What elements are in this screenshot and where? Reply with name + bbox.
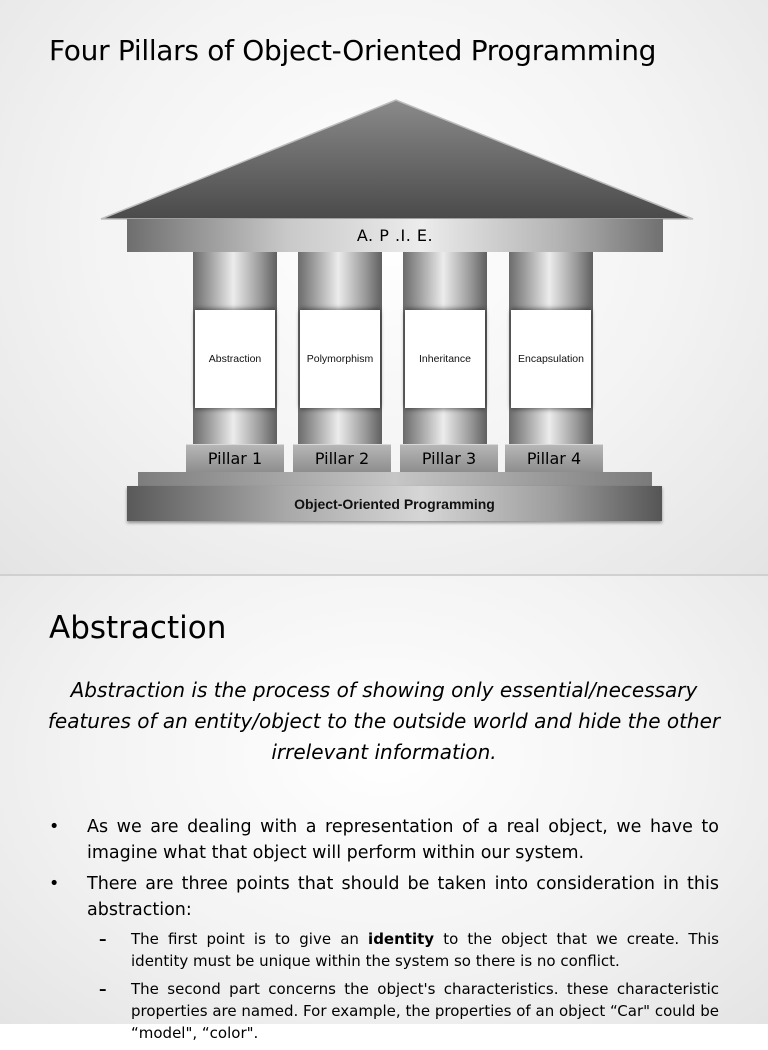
pillar-column-4 bbox=[509, 252, 593, 447]
definition-text: Abstraction is the process of showing only essential/necessary features of an entity/object to the outside world and hide the other irrelevant information. bbox=[47, 678, 721, 764]
slide-title: Four Pillars of Object-Oriented Programming bbox=[49, 34, 657, 67]
bullet-item: • As we are dealing with a representation of a real object, we have to imagine what that object will perform within our system. bbox=[49, 814, 719, 866]
bullet-marker: • bbox=[49, 874, 60, 894]
pillar-base-3: Pillar 3 bbox=[400, 444, 498, 473]
pillar-concept-3: Inheritance bbox=[405, 310, 485, 408]
pillar-column-3 bbox=[403, 252, 487, 447]
plinth-label: Object-Oriented Programming bbox=[294, 495, 495, 512]
dash-marker: – bbox=[99, 980, 107, 998]
pillar-base-2: Pillar 2 bbox=[293, 444, 391, 473]
temple-step bbox=[138, 472, 652, 486]
pillar-concept-1: Abstraction bbox=[195, 310, 275, 408]
roof bbox=[101, 100, 693, 219]
pillar-column-1 bbox=[193, 252, 277, 447]
slide-title: Abstraction bbox=[49, 610, 227, 646]
bold-term: identity bbox=[368, 930, 435, 948]
sub-bullet-item: – The first point is to give an identity to the object that we create. This identity must be unique within the system so there is no conflict. bbox=[99, 930, 719, 970]
pillar-concept-2: Polymorphism bbox=[300, 310, 380, 408]
temple-plinth bbox=[127, 486, 662, 521]
lintel bbox=[127, 219, 663, 252]
sub-bullet-item: – The second part concerns the object's characteristics. these characteristic properties are named. For example, the properties of an object “Car" could be “model", “color". bbox=[99, 980, 719, 1042]
pillar-column-2 bbox=[298, 252, 382, 447]
slide-abstraction bbox=[0, 576, 768, 1042]
bullet-item: • There are three points that should be taken into consideration in this abstraction: bbox=[49, 871, 719, 923]
bullet-marker: • bbox=[49, 817, 60, 837]
bullet-list bbox=[49, 814, 719, 1050]
dash-marker: – bbox=[99, 930, 107, 948]
pillar-base-4: Pillar 4 bbox=[505, 444, 603, 473]
pillar-concept-4: Encapsulation bbox=[511, 310, 591, 408]
lintel-label: A. P .I. E. bbox=[356, 226, 434, 245]
pillar-base-1: Pillar 1 bbox=[186, 444, 284, 473]
